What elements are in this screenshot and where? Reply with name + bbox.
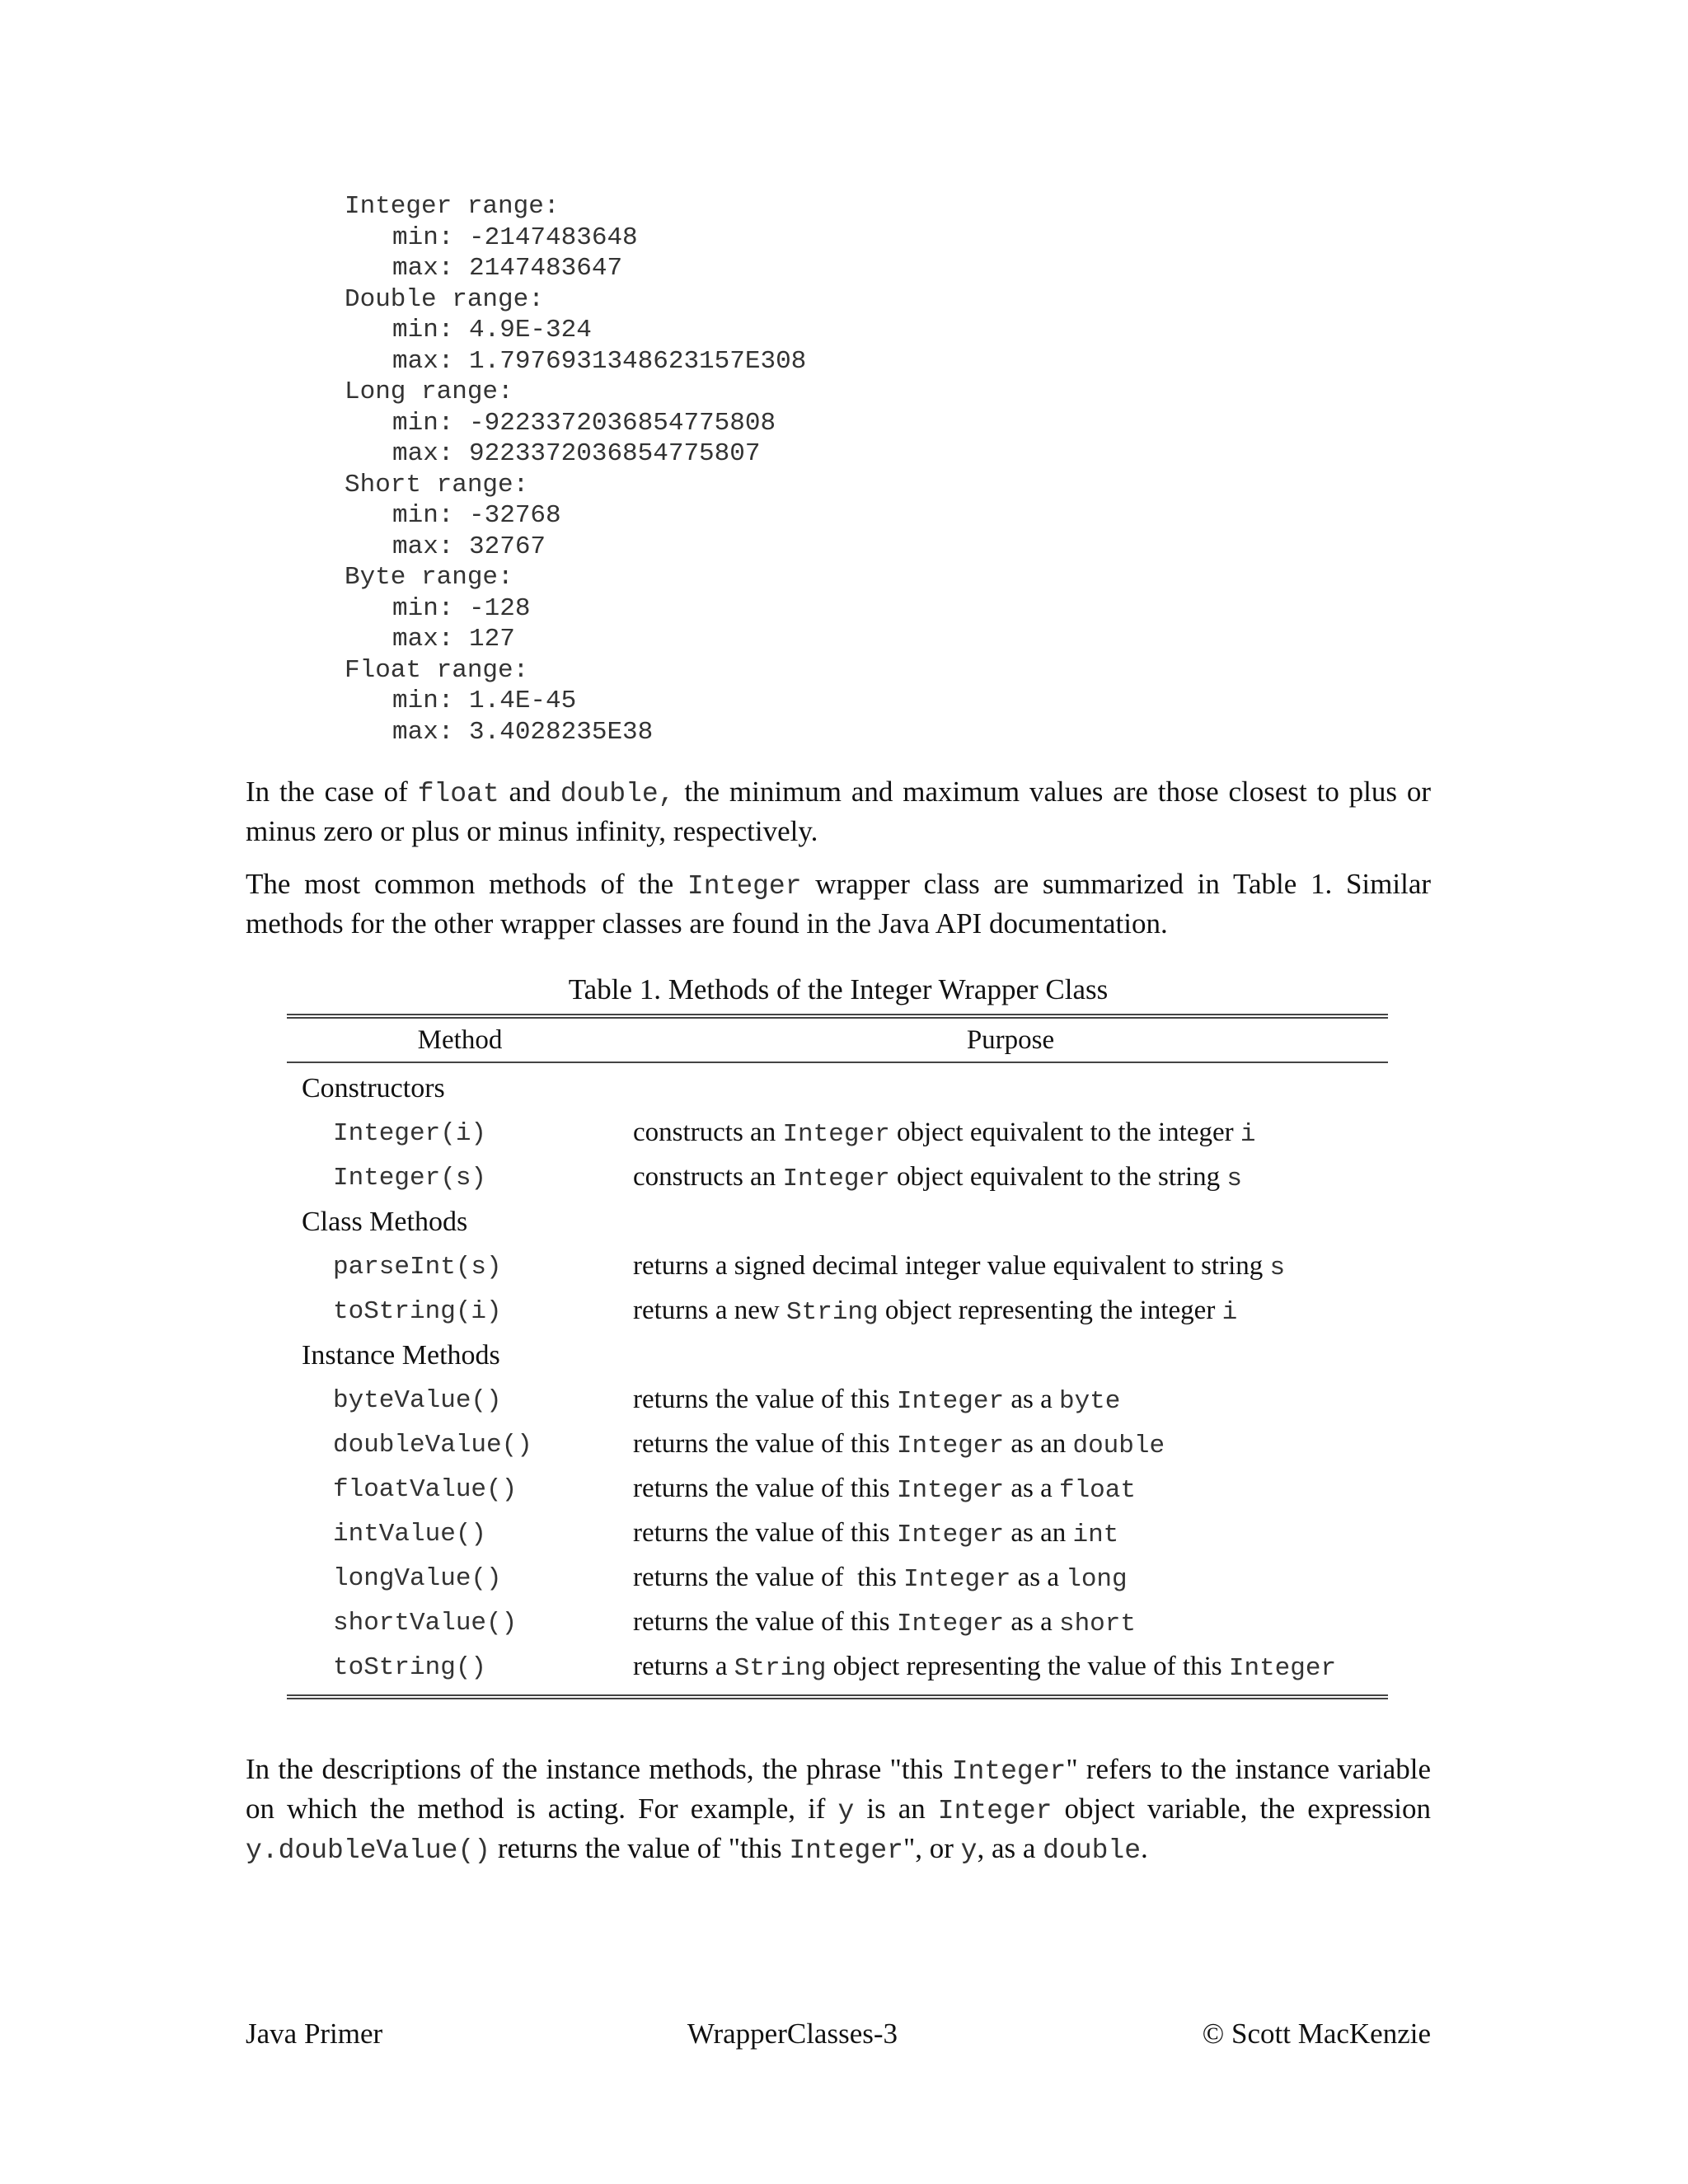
paragraph-instance-methods [246,1750,1431,1869]
text-run: returns the value of this [633,1385,897,1414]
text-run: constructs an [633,1118,783,1147]
code-line: max: 1.7976931348623157E308 [392,346,807,376]
column-header-method: Method [417,1024,503,1055]
footer-right: © Scott MacKenzie [1202,2018,1431,2050]
table-row [287,1378,1388,1422]
text-run: ", or [903,1832,961,1864]
table-row [287,1601,1388,1645]
purpose-cell [633,1607,1388,1638]
text-run: as a [1010,1563,1067,1592]
code-line: max: 127 [392,625,515,654]
method-cell: shortValue() [333,1608,518,1638]
code-run: i [1240,1120,1256,1149]
paragraph-float-double [246,773,1431,850]
text-run: returns the value of this [633,1607,897,1637]
text-run: as a [1004,1474,1059,1503]
code-run: s [1226,1165,1243,1193]
purpose-cell [633,1652,1388,1683]
text-run: returns the value of this [633,1474,897,1503]
code-run: Integer [1228,1654,1337,1683]
text-run: returns a new [633,1296,787,1325]
method-cell: toString() [333,1652,487,1682]
table-group-heading: Instance Methods [302,1340,500,1371]
purpose-cell [633,1474,1388,1505]
text-run: returns the value of this [633,1429,897,1459]
code-run: y.doubleValue() [246,1835,491,1866]
text-run: object equivalent to the integer [889,1118,1240,1147]
code-line: max: 32767 [392,532,546,561]
table-row [287,1467,1388,1511]
purpose-cell [633,1251,1388,1282]
method-cell: floatValue() [333,1474,518,1504]
text-run: In the descriptions of the instance methods, the phrase "this [246,1753,952,1785]
text-run: returns a [633,1652,734,1681]
table-caption: Table 1. Methods of the Integer Wrapper Class [568,973,1109,1005]
text-run: object representing the integer [878,1296,1222,1325]
method-cell: Integer(i) [333,1118,487,1148]
code-line: min: 4.9E-324 [392,316,592,344]
text-run: The most common methods of the [246,868,687,900]
code-run: Integer [896,1476,1005,1505]
table-row [287,1645,1388,1690]
column-header-purpose: Purpose [966,1024,1055,1055]
purpose-cell [633,1429,1388,1460]
code-line: Short range: [345,470,529,499]
code-run: Integer [896,1521,1005,1549]
code-run: float [1058,1476,1136,1505]
code-run: i [1221,1298,1238,1327]
method-cell: toString(i) [333,1296,502,1326]
table-row [287,1556,1388,1601]
text-run: the minimum and maximum values are those closest to plus or minus zero or plus or minus infinity, respectively. [246,776,1431,847]
method-cell: parseInt(s) [333,1252,502,1282]
text-run: as a [1004,1385,1059,1414]
code-line: Byte range: [345,563,513,592]
code-run: int [1072,1521,1119,1549]
code-line: min: 1.4E-45 [392,687,577,715]
code-line: Float range: [345,655,529,685]
method-cell: longValue() [333,1563,502,1593]
table-header [287,1019,1388,1062]
code-line: max: 2147483647 [392,254,623,283]
code-run: Integer [782,1165,890,1193]
purpose-cell [633,1518,1388,1549]
code-line: Long range: [345,377,513,406]
text-run: returns a signed decimal integer value equivalent to string [633,1251,1270,1281]
text-run: " refers to the instance variable on which the method is acting. For example, if [246,1753,1432,1825]
purpose-cell [633,1118,1388,1149]
table-group-heading: Class Methods [302,1207,468,1237]
code-run: double [1072,1432,1165,1460]
table-bottom-rule [287,1694,1388,1699]
code-run: Integer [896,1610,1005,1638]
text-run: returns the value of "this [490,1832,790,1864]
table-body [287,1063,1388,1694]
text-run: object representing the value of this [826,1652,1229,1681]
text-run: returns the value of this [633,1518,897,1548]
text-run: as a [1004,1607,1059,1637]
code-line: max: 9223372036854775807 [392,439,761,468]
code-run: float [417,779,499,809]
table-row [287,1155,1388,1200]
method-cell: doubleValue() [333,1430,532,1460]
table-row [287,1111,1388,1155]
code-run: byte [1058,1387,1121,1416]
paragraph-common-methods [246,865,1431,942]
methods-table [287,1014,1388,1699]
text-run: is an [854,1793,938,1825]
code-run: Integer [782,1120,890,1149]
code-run: long [1066,1565,1128,1594]
method-cell: Integer(s) [333,1163,487,1193]
footer-left: Java Primer [246,2018,383,2050]
code-run: Integer [937,1796,1053,1826]
code-line: min: -9223372036854775808 [392,408,776,438]
text-run: , as a [977,1832,1043,1864]
method-cell: intValue() [333,1519,487,1549]
code-run: Integer [687,871,802,902]
table-row [287,1422,1388,1467]
footer-center: WrapperClasses-3 [687,2018,898,2050]
table-row [287,1244,1388,1289]
text-run: constructs an [633,1162,783,1192]
table-row [287,1511,1388,1556]
text-run: object equivalent to the string [889,1162,1227,1192]
table-row [287,1289,1388,1333]
code-run: Integer [951,1756,1067,1787]
code-line: Double range: [345,284,544,314]
code-run: y [837,1796,855,1826]
code-output-block [345,191,806,748]
text-run: . [1141,1832,1148,1864]
code-line: min: -2147483648 [392,223,638,252]
code-run: double [1043,1835,1141,1866]
purpose-cell [633,1296,1388,1327]
text-run: as an [1004,1429,1073,1459]
text-run: object variable, the expression [1052,1793,1431,1825]
code-run: y [960,1835,978,1866]
code-run: Integer [896,1432,1005,1460]
purpose-cell [633,1162,1388,1193]
text-run: returns the value of this [633,1563,904,1592]
code-line: max: 3.4028235E38 [392,717,654,747]
table-group-heading: Constructors [302,1073,445,1104]
code-run: String [786,1298,879,1327]
text-run: as an [1004,1518,1073,1548]
code-line: min: -128 [392,593,531,623]
code-run: s [1269,1254,1286,1282]
text-run: wrapper class are summarized in Table 1. Similar methods for the other wrapper classes are found in the Java API documentation. [246,868,1432,940]
code-run: double, [560,779,675,809]
code-run: Integer [896,1387,1005,1416]
code-run: short [1058,1610,1136,1638]
text-run: In the case of [246,776,418,808]
purpose-cell [633,1563,1388,1594]
code-line: Integer range: [345,192,560,221]
purpose-cell [633,1385,1388,1416]
code-run: Integer [789,1835,903,1866]
code-run: Integer [903,1565,1011,1594]
text-run: and [499,776,560,808]
code-run: String [734,1654,827,1683]
code-line: min: -32768 [392,501,561,530]
method-cell: byteValue() [333,1385,502,1415]
page-footer [246,2018,1431,2050]
